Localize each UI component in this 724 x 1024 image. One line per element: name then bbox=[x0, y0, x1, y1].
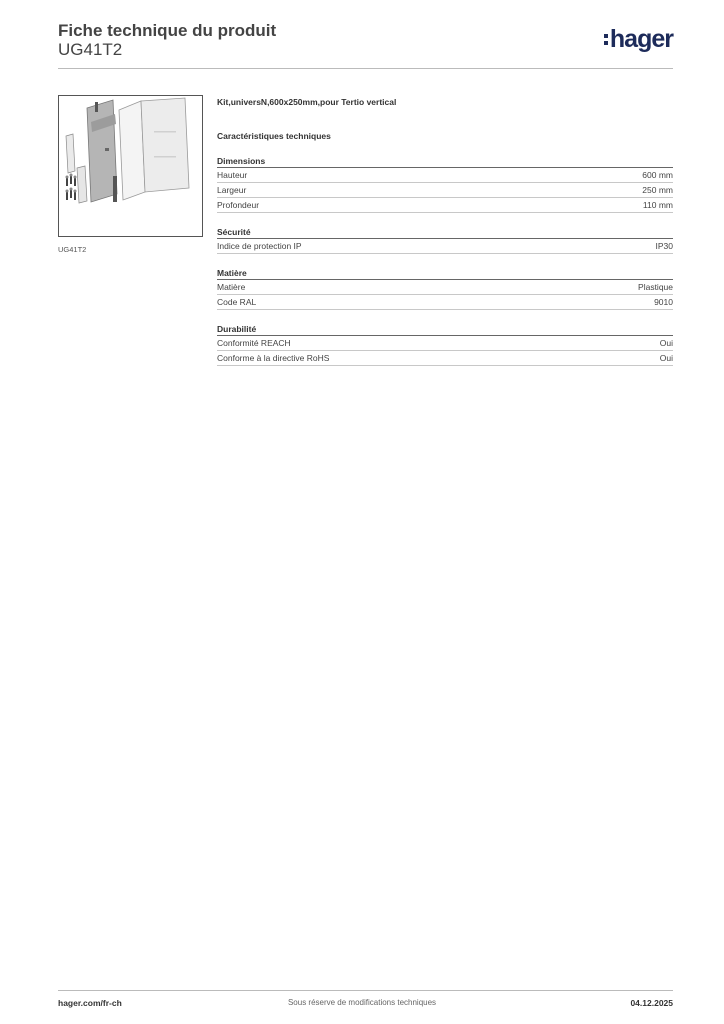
spec-value: Plastique bbox=[638, 282, 673, 292]
logo-dots-icon bbox=[604, 34, 608, 45]
product-image bbox=[58, 95, 203, 237]
spec-row bbox=[217, 280, 673, 295]
spec-value: Oui bbox=[659, 338, 673, 348]
footer-disclaimer: Sous réserve de modifications techniques bbox=[287, 998, 437, 1007]
spec-label: Largeur bbox=[217, 185, 247, 195]
spec-section-securite bbox=[217, 226, 673, 254]
product-reference: UG41T2 bbox=[58, 40, 123, 59]
product-name: Kit,universN,600x250mm,pour Tertio vertical bbox=[217, 97, 397, 107]
spec-label: Conforme à la directive RoHS bbox=[217, 353, 330, 363]
product-details bbox=[217, 96, 673, 366]
spec-value: Oui bbox=[659, 353, 673, 363]
spec-section-matiere bbox=[217, 267, 673, 310]
footer-divider bbox=[58, 990, 673, 991]
footer-website-link[interactable]: hager.com/fr-ch bbox=[58, 998, 122, 1008]
section-title: Sécurité bbox=[217, 226, 673, 239]
document-title: Fiche technique du produit bbox=[58, 21, 277, 40]
spec-value: 250 mm bbox=[642, 185, 673, 195]
spec-label: Profondeur bbox=[217, 200, 260, 210]
spec-value: 600 mm bbox=[642, 170, 673, 180]
product-kit-icon bbox=[59, 96, 202, 236]
spec-row bbox=[217, 336, 673, 351]
spec-section-dimensions bbox=[217, 155, 673, 213]
section-title: Durabilité bbox=[217, 323, 673, 336]
section-title: Matière bbox=[217, 267, 673, 280]
spec-row bbox=[217, 295, 673, 310]
spec-row bbox=[217, 183, 673, 198]
spec-label: Hauteur bbox=[217, 170, 248, 180]
image-caption: UG41T2 bbox=[58, 245, 87, 254]
hager-logo bbox=[604, 27, 673, 52]
spec-section-durabilite bbox=[217, 323, 673, 366]
spec-value: 9010 bbox=[654, 297, 673, 307]
section-title: Dimensions bbox=[217, 155, 673, 168]
spec-value: 110 mm bbox=[642, 200, 673, 210]
footer-date: 04.12.2025 bbox=[630, 998, 673, 1008]
page-header bbox=[58, 20, 673, 70]
spec-label: Conformité REACH bbox=[217, 338, 291, 348]
spec-label: Code RAL bbox=[217, 297, 257, 307]
spec-row bbox=[217, 198, 673, 213]
spec-value: IP30 bbox=[655, 241, 673, 251]
header-divider bbox=[58, 68, 673, 69]
spec-label: Matière bbox=[217, 282, 246, 292]
spec-label: Indice de protection IP bbox=[217, 241, 302, 251]
spec-row bbox=[217, 168, 673, 183]
specs-heading: Caractéristiques techniques bbox=[217, 131, 331, 141]
spec-row bbox=[217, 351, 673, 366]
logo-text: hager bbox=[609, 25, 673, 53]
spec-row bbox=[217, 239, 673, 254]
